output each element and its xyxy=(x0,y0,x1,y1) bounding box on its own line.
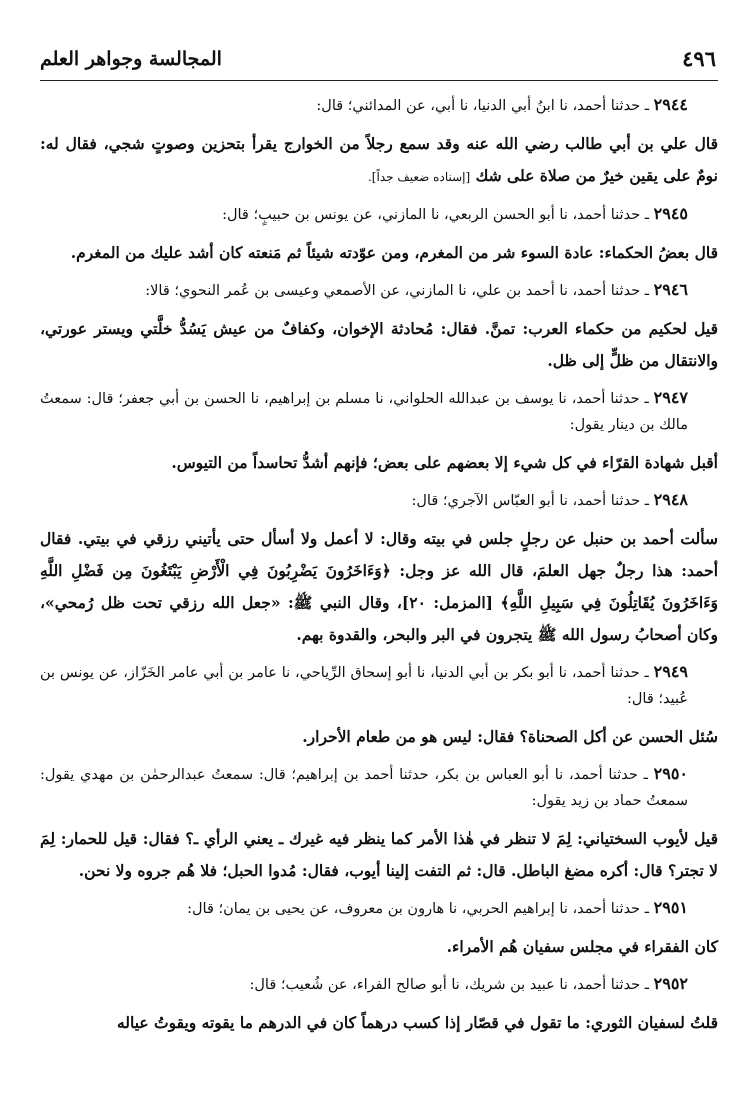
isnad-text: ـ حدثنا أحمد، نا أبو الحسن الربعي، نا المازني، عن يونس بن حبيبٍ؛ قال: xyxy=(222,207,650,223)
isnad xyxy=(40,487,718,514)
isnad-text: ـ حدثنا أحمد، نا يوسف بن عبدالله الحلواني، نا مسلم بن إبراهيم، نا الحسن بن أبي جعفر؛ قال: سمعتُ مالك بن دينار يقول: xyxy=(40,391,688,433)
isnad xyxy=(40,659,718,712)
isnad-text: ـ حدثنا أحمد، نا أحمد بن علي، نا المازني، عن الأصمعي وعيسى بن عُمر النحوي؛ قالا: xyxy=(145,283,650,299)
hadith-number: ٢٩٤٨ xyxy=(653,490,688,509)
isnad xyxy=(40,761,718,814)
matn: قال بعضُ الحكماء: عادة السوء شر من المغرم، ومن عوّدته شيئاً ثم مَنعته كان أشد عليك من المغرم. xyxy=(70,243,718,262)
hadith-number: ٢٩٤٧ xyxy=(653,388,688,407)
hadith-number: ٢٩٤٤ xyxy=(653,95,688,114)
page-number: ٤٩٦ xyxy=(682,46,716,71)
matn: قيل لحكيم من حكماء العرب: تمنَّ. فقال: مُحادثة الإخوان، وكفافٌ من عيش يَسُدُّ خلَّتي ويستر عورتي، والانتقال من ظلٍّ إلى ظل. xyxy=(40,319,718,370)
isnad-text: ـ حدثنا أحمد، نا عبيد بن شريك، نا أبو صالح الفراء، عن شُعيب؛ قال: xyxy=(249,977,650,993)
grading-note: [إسناده ضعيف جداً]. xyxy=(367,170,471,184)
hadith-number: ٢٩٤٦ xyxy=(653,280,688,299)
hadith-number: ٢٩٥١ xyxy=(653,898,688,917)
isnad xyxy=(40,201,718,228)
matn xyxy=(40,128,718,193)
isnad xyxy=(40,971,718,998)
isnad xyxy=(40,385,718,438)
isnad xyxy=(40,895,718,922)
page-header xyxy=(40,44,716,78)
isnad-text: ـ حدثنا أحمد، نا أبو العباس بن بكر، حدثنا أحمد بن إبراهيم؛ قال: سمعتُ عبدالرحمٰن بن مهدي يقول: سمعتُ حماد بن زيد يقول: xyxy=(40,767,688,809)
matn: سُئل الحسن عن أكل الصحناة؟ فقال: ليس هو من طعام الأحرار. xyxy=(302,727,718,746)
isnad xyxy=(40,277,718,304)
matn: قيل لأيوب السختياني: لِمَ لا تنظر في هٰذا الأمر كما ينظر فيه غيرك ـ يعني الرأي ـ؟ فقال: قيل للحمار: لِمَ لا تجتر؟ قال: أكره مضغ الباطل. قال: ثم التفت إلينا أيوب، فقال: مُدوا الحبل؛ فلا هُم جروه ولا نحن. xyxy=(40,829,718,880)
isnad-text: ـ حدثنا أحمد، نا أبو العبّاس الآجري؛ قال: xyxy=(411,493,650,509)
matn: قلتُ لسفيان الثوري: ما تقول في قصّار إذا كسب درهماً كان في الدرهم ما يقوته ويقوتُ عياله xyxy=(116,1013,718,1032)
hadith-number: ٢٩٤٩ xyxy=(653,662,689,681)
matn: كان الفقراء في مجلس سفيان هُم الأمراء. xyxy=(446,937,718,956)
isnad xyxy=(40,92,718,119)
matn-text: قال علي بن أبي طالب رضي الله عنه وقد سمع رجلاً من الخوارج يقرأ بتحزين وصوتٍ شجي، فقال له: نومٌ على يقين خيرٌ من صلاة على شك xyxy=(40,134,718,185)
matn: سألت أحمد بن حنبل عن رجلٍ جلس في بيته وقال: لا أعمل ولا أسأل حتى يأتيني رزقي في بيتي. فقال أحمد: هذا رجلٌ جهل العلمَ، قال الله عز وجل: ﴿وَءَاخَرُونَ يَضْرِبُونَ فِي الْأَرْضِ يَبْتَغُونَ مِن فَضْلِ اللَّهِ وَءَاخَرُونَ يُقَاتِلُونَ فِي سَبِيلِ اللَّهِ﴾ [المزمل: ٢٠]، وقال النبي ﷺ: «جعل الله رزقي تحت ظل رُمحي»، وكان أصحابُ رسول الله ﷺ يتجرون في البر والبحر، والقدوة بهم. xyxy=(40,529,718,644)
hadith-number: ٢٩٥٢ xyxy=(653,974,688,993)
isnad-text: ـ حدثنا أحمد، نا إبراهيم الحربي، نا هارون بن معروف، عن يحيى بن يمان؛ قال: xyxy=(187,901,650,917)
running-title: المجالسة وجواهر العلم xyxy=(40,48,222,70)
hadith-number: ٢٩٥٠ xyxy=(653,764,688,783)
hadith-number: ٢٩٤٥ xyxy=(653,204,688,223)
page-body xyxy=(40,92,718,1047)
isnad-text: ـ حدثنا أحمد، نا ابنُ أبي الدنيا، نا أبي، عن المدائني؛ قال: xyxy=(316,98,650,114)
matn: أقبل شهادة القرّاء في كل شيء إلا بعضهم على بعض؛ فإنهم أشدُّ تحاسداً من التيوس. xyxy=(171,453,718,472)
header-rule xyxy=(40,80,718,81)
isnad-text: ـ حدثنا أحمد، نا أبو بكر بن أبي الدنيا، نا أبو إسحاق الرِّياحي، نا عامر بن أبي عامر الخَزّاز، عن يونس بن عُبيد؛ قال: xyxy=(40,665,688,707)
